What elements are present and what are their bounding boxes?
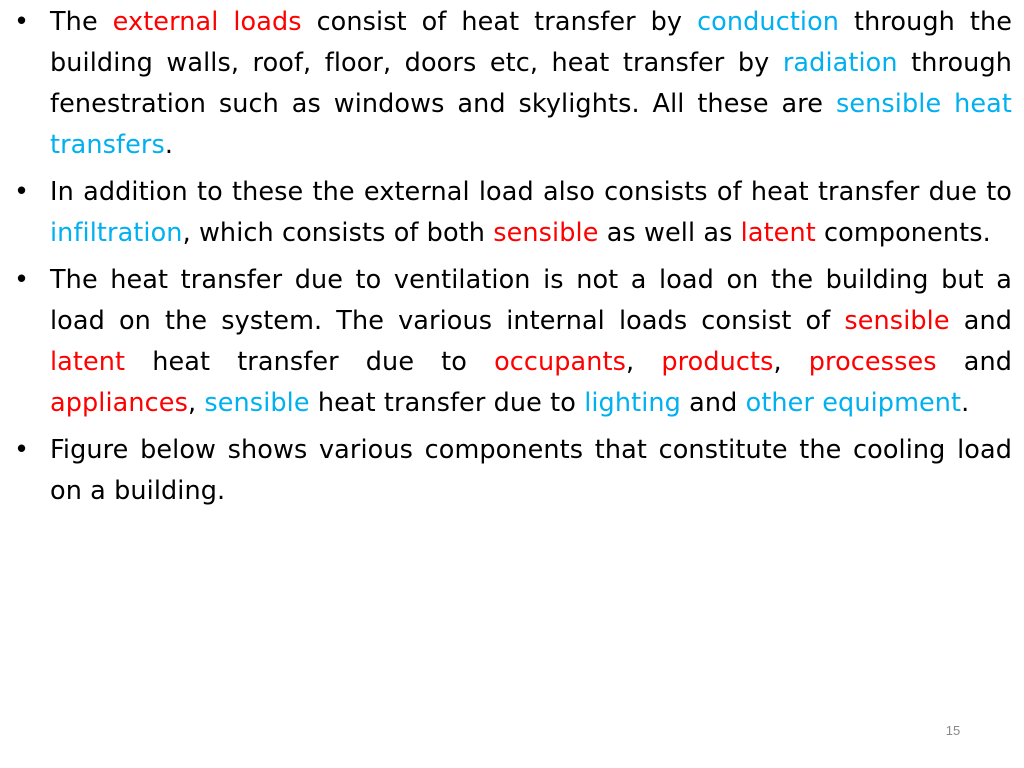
text-segment: In addition to these the external load also consists of heat transfer due to bbox=[50, 177, 1012, 207]
text-segment: through fenestration such as windows and skylights. All these are bbox=[50, 48, 1012, 119]
bullet-item bbox=[12, 172, 1012, 254]
text-segment: and bbox=[949, 306, 1012, 336]
highlight-red: processes bbox=[808, 347, 937, 377]
bullet-dot-icon: • bbox=[14, 177, 30, 207]
highlight-blue: conduction bbox=[697, 7, 840, 37]
text-segment: . bbox=[164, 130, 174, 160]
text-segment: Figure below shows various components that constitute the cooling load on a building. bbox=[50, 435, 1012, 506]
highlight-red: sensible bbox=[844, 306, 950, 336]
bullet-item bbox=[12, 2, 1012, 166]
bullet-dot-icon: • bbox=[14, 265, 30, 295]
highlight-blue: infiltration bbox=[50, 218, 183, 248]
highlight-red: latent bbox=[740, 218, 816, 248]
text-segment: , bbox=[773, 347, 809, 377]
text-segment: , bbox=[626, 347, 662, 377]
text-segment: , which consists of both bbox=[182, 218, 494, 248]
bullet-dot-icon: • bbox=[14, 7, 30, 37]
bullet-item bbox=[12, 260, 1012, 424]
bullet-item bbox=[12, 430, 1012, 512]
text-segment: and bbox=[936, 347, 1012, 377]
highlight-blue: sensible heat transfers bbox=[50, 89, 1012, 160]
highlight-blue: radiation bbox=[782, 48, 898, 78]
highlight-red: occupants bbox=[494, 347, 627, 377]
highlight-red: latent bbox=[50, 347, 126, 377]
text-segment: consist of heat transfer by bbox=[301, 7, 698, 37]
bullet-dot-icon: • bbox=[14, 435, 30, 465]
text-segment: as well as bbox=[598, 218, 741, 248]
text-segment: The bbox=[50, 7, 113, 37]
text-segment: , bbox=[187, 388, 205, 418]
text-segment: The heat transfer due to ventilation is not a load on the building but a load on the system. The various internal loads consist of bbox=[50, 265, 1012, 336]
bullet-list bbox=[12, 2, 1012, 518]
highlight-red: external loads bbox=[112, 7, 302, 37]
text-segment: heat transfer due to bbox=[125, 347, 495, 377]
page-number: 15 bbox=[945, 723, 961, 738]
highlight-red: appliances bbox=[50, 388, 188, 418]
text-segment: components. bbox=[815, 218, 991, 248]
text-segment: heat transfer due to bbox=[309, 388, 585, 418]
text-segment: through the building walls, roof, floor, doors etc, heat transfer by bbox=[50, 7, 1012, 78]
highlight-red: products bbox=[661, 347, 774, 377]
text-segment: . bbox=[961, 388, 970, 418]
highlight-blue: lighting bbox=[584, 388, 681, 418]
highlight-red: sensible bbox=[493, 218, 599, 248]
highlight-blue: other equipment bbox=[745, 388, 962, 418]
highlight-blue: sensible bbox=[204, 388, 310, 418]
text-segment: and bbox=[680, 388, 746, 418]
